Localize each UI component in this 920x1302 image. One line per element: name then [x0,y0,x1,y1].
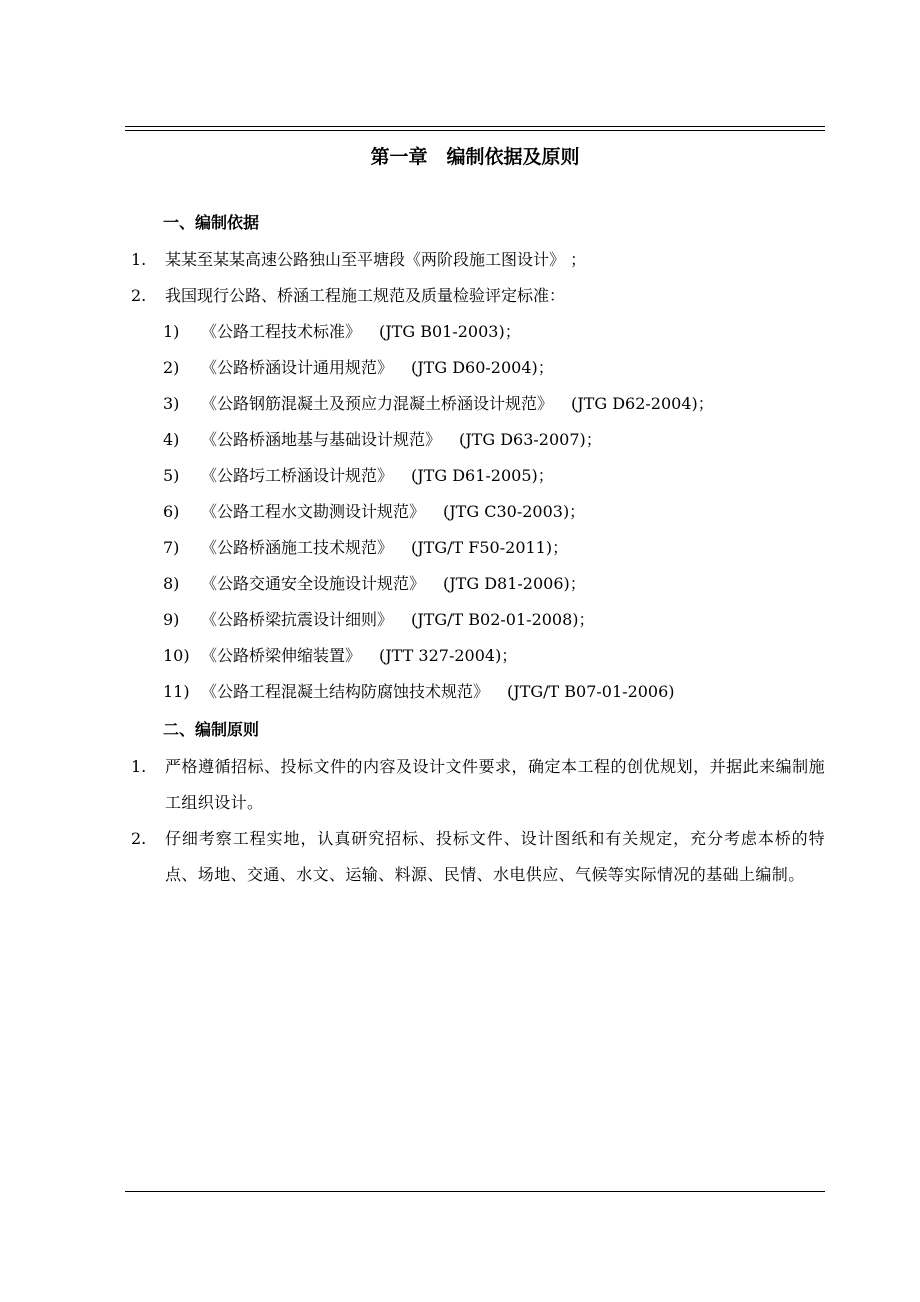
standard-item-8 [163,572,586,596]
standard-number: 7) [163,538,180,557]
standard-number: 1) [163,322,180,341]
item-text: 仔细考察工程实地，认真研究招标、投标文件、设计图纸和有关规定，充分考虑本桥的特点、场地、交通、水文、运输、料源、民情、水电供应、气候等实际情况的基础上编制。 [165,829,825,884]
standard-title: 《公路桥涵地基与基础设计规范》 [201,430,442,449]
standard-title: 《公路桥涵施工技术规范》 [201,538,394,557]
standard-title: 《公路桥梁抗震设计细则》 [201,610,394,629]
standard-title: 《公路桥梁伸缩装置》 [201,646,362,665]
standard-code: (JTG D60-2004)； [411,358,554,377]
standard-number: 8) [163,574,180,593]
standard-code: (JTG D81-2006)； [443,574,586,593]
standard-code: (JTG D62-2004)； [571,394,714,413]
standard-number: 3) [163,394,180,413]
header-rule [125,126,825,131]
standard-number: 10) [163,646,190,665]
item-text: 某某至某某高速公路独山至平塘段《两阶段施工图设计》 ； [165,250,587,269]
item-text: 我国现行公路、桥涵工程施工规范及质量检验评定标准： [165,286,566,305]
standard-item-10 [163,644,517,668]
standard-title: 《公路工程技术标准》 [201,322,362,341]
standard-title: 《公路工程混凝土结构防腐蚀技术规范》 [201,682,490,701]
standard-title: 《公路工程水文勘测设计规范》 [201,502,426,521]
standard-code: (JTG D61-2005)； [411,466,554,485]
item-number: 1. [131,757,147,776]
standard-code: (JTG D63-2007)； [459,430,602,449]
standard-code: (JTG/T B02-01-2008)； [411,610,595,629]
standard-number: 5) [163,466,180,485]
standard-item-5 [163,464,554,488]
standard-title: 《公路交通安全设施设计规范》 [201,574,426,593]
standard-item-2 [163,356,554,380]
standard-number: 2) [163,358,180,377]
standard-item-9 [163,608,595,632]
item-text: 严格遵循招标、投标文件的内容及设计文件要求，确定本工程的创优规划，并据此来编制施工组织设计。 [165,757,825,812]
standard-title: 《公路圬工桥涵设计规范》 [201,466,394,485]
standard-code: (JTT 327-2004)； [379,646,518,665]
standard-number: 11) [163,682,190,701]
standard-code: (JTG/T B07-01-2006) [507,682,675,701]
standard-item-11 [163,680,675,704]
standard-item-4 [163,428,602,452]
footer-rule [125,1191,825,1192]
standard-number: 9) [163,610,180,629]
item-number: 2. [131,286,147,305]
section-heading-basis: 一、编制依据 [163,213,260,232]
standard-title: 《公路钢筋混凝土及预应力混凝土桥涵设计规范》 [201,394,554,413]
chapter-title: 第一章 编制依据及原则 [370,146,580,168]
standard-item-7 [163,536,568,560]
standard-code: (JTG C30-2003)； [443,502,586,521]
standard-code: (JTG/T F50-2011)； [411,538,569,557]
standard-title: 《公路桥涵设计通用规范》 [201,358,394,377]
standard-number: 6) [163,502,180,521]
standard-item-1 [163,320,521,344]
item-number: 1. [131,250,147,269]
standard-code: (JTG B01-2003)； [379,322,521,341]
standard-item-3 [163,392,714,416]
item-number: 2. [131,829,147,848]
section-heading-principles: 二、编制原则 [163,720,260,739]
standard-number: 4) [163,430,180,449]
standard-item-6 [163,500,585,524]
